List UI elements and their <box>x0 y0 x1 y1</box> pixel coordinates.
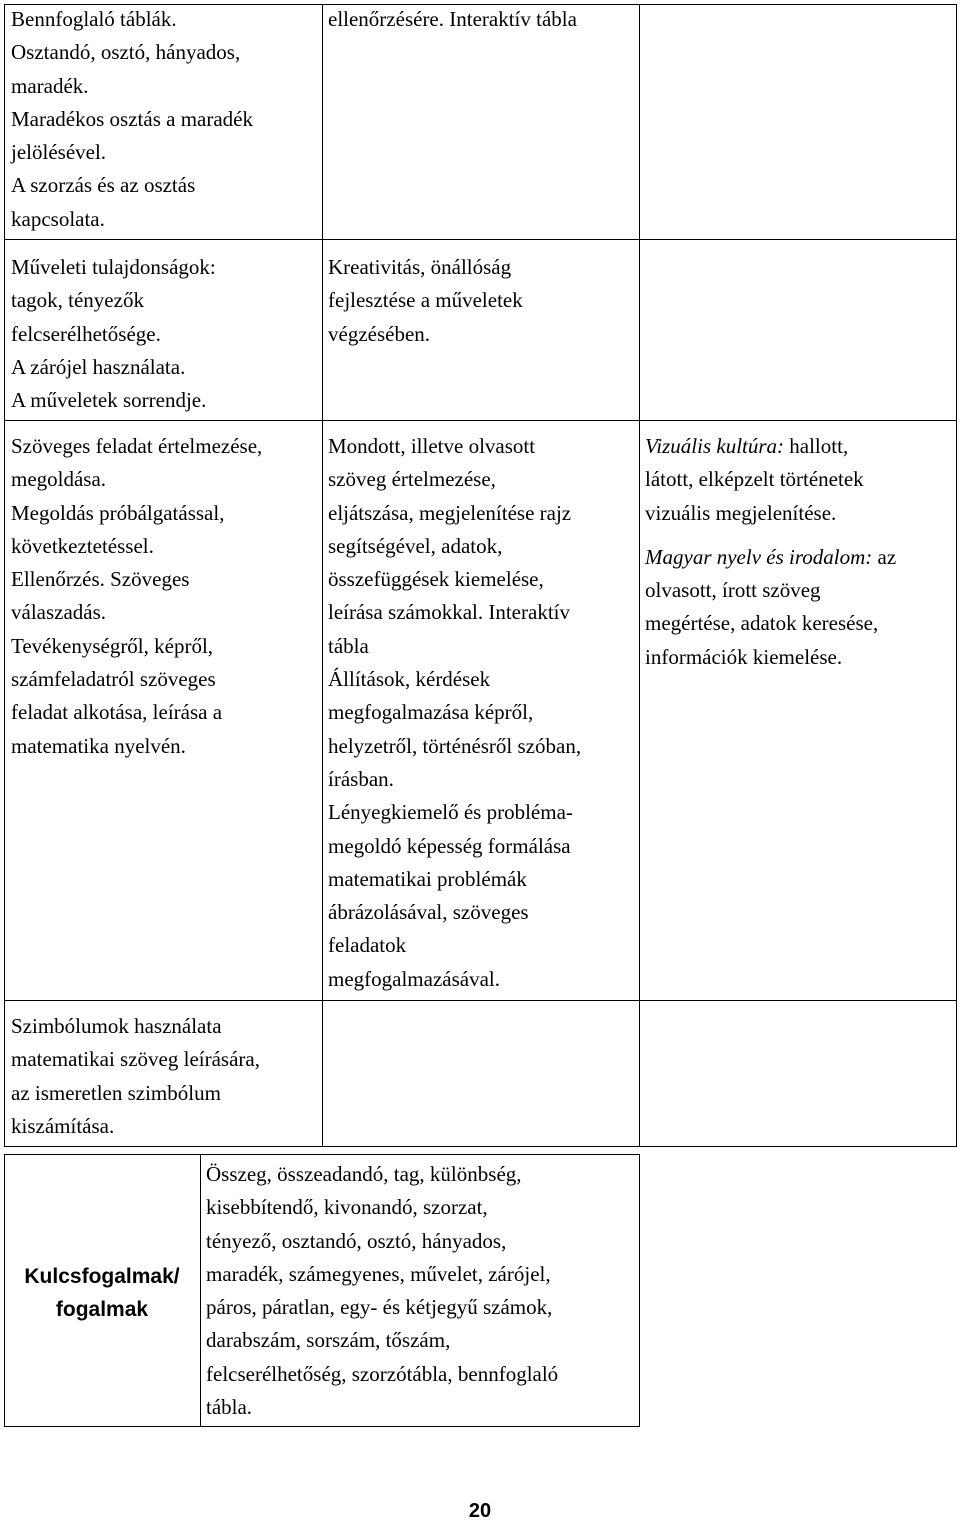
links-visual-arts-line: Vizuális kultúra: hallott, <box>645 434 849 458</box>
subject-visual-arts: Vizuális kultúra: <box>645 434 785 458</box>
row1-skills-text: ellenőrzésére. Interaktív tábla <box>328 7 577 31</box>
keywords-text: Összeg, összeadandó, tag, különbség, kisebbítendő, kivonandó, szorzat, tényező, osztandó, osztó, hányados, maradék, számegyenes, művelet, zárójel, páros, páratlan, egy- és kétjegyű számok, darabszám, sorszám, tőszám, felcserélhetőség, szorzótábla, bennfoglaló tábla. <box>206 1162 559 1420</box>
row3-topics-text: Szöveges feladat értelmezése, megoldása. Megoldás próbálgatással, következtetéssel. Ellenőrzés. Szöveges válaszadás. Tevékenységről, képről, számfeladatról szöveges feladat alkotása, leírása a matematika nyelvén. <box>11 434 263 758</box>
table-cell-r1-links <box>639 4 957 240</box>
links-hungarian-line: Magyar nyelv és irodalom: az <box>645 544 897 569</box>
row3-skills-text: Mondott, illetve olvasott szöveg értelmezése, eljátszása, megjelenítése rajz segítségével, adatok, összefüggések kiemelése, leírása számokkal. Interaktív tábla Állítások, kérdések megfogalmazása képről, helyzetről, történésről szóban, írásban. Lényegkiemelő és probléma- megoldó képesség formálása matematikai problémák ábrázolásával, szöveges feladatok megfogalmazásával. <box>328 434 582 991</box>
table-cell-r4-links <box>639 1000 957 1147</box>
table-cell-r4-skills <box>322 1000 640 1147</box>
keywords-label: Kulcsfogalmak/ fogalmak <box>24 1265 180 1321</box>
table-cell-r1-skills <box>322 4 640 240</box>
row1-topics-text: Bennfoglaló táblák. Osztandó, osztó, hányados, maradék. Maradékos osztás a maradék jelölésével. A szorzás és az osztás kapcsolata. <box>11 7 253 231</box>
row2-skills-text: Kreativitás, önállóság fejlesztése a műveletek végzésében. <box>328 255 523 346</box>
table-cell-r2-links <box>639 239 957 421</box>
row3-links-text: Vizuális kultúra: hallott, látott, elképzelt történetek vizuális megjelenítése. Magyar nyelv és irodalom: az olvasott, írott szöveg megértése, adatok keresése, információk kiemelése. <box>645 430 896 674</box>
row4-topics-text: Szimbólumok használata matematikai szöveg leírására, az ismeretlen szimbólum kiszámítása. <box>11 1014 260 1138</box>
row2-topics-text: Műveleti tulajdonságok: tagok, tényezők felcserélhetősége. A zárójel használata. A műveletek sorrendje. <box>11 255 216 413</box>
page-number: 20 <box>468 1500 492 1522</box>
subject-hungarian: Magyar nyelv és irodalom: <box>645 544 873 569</box>
